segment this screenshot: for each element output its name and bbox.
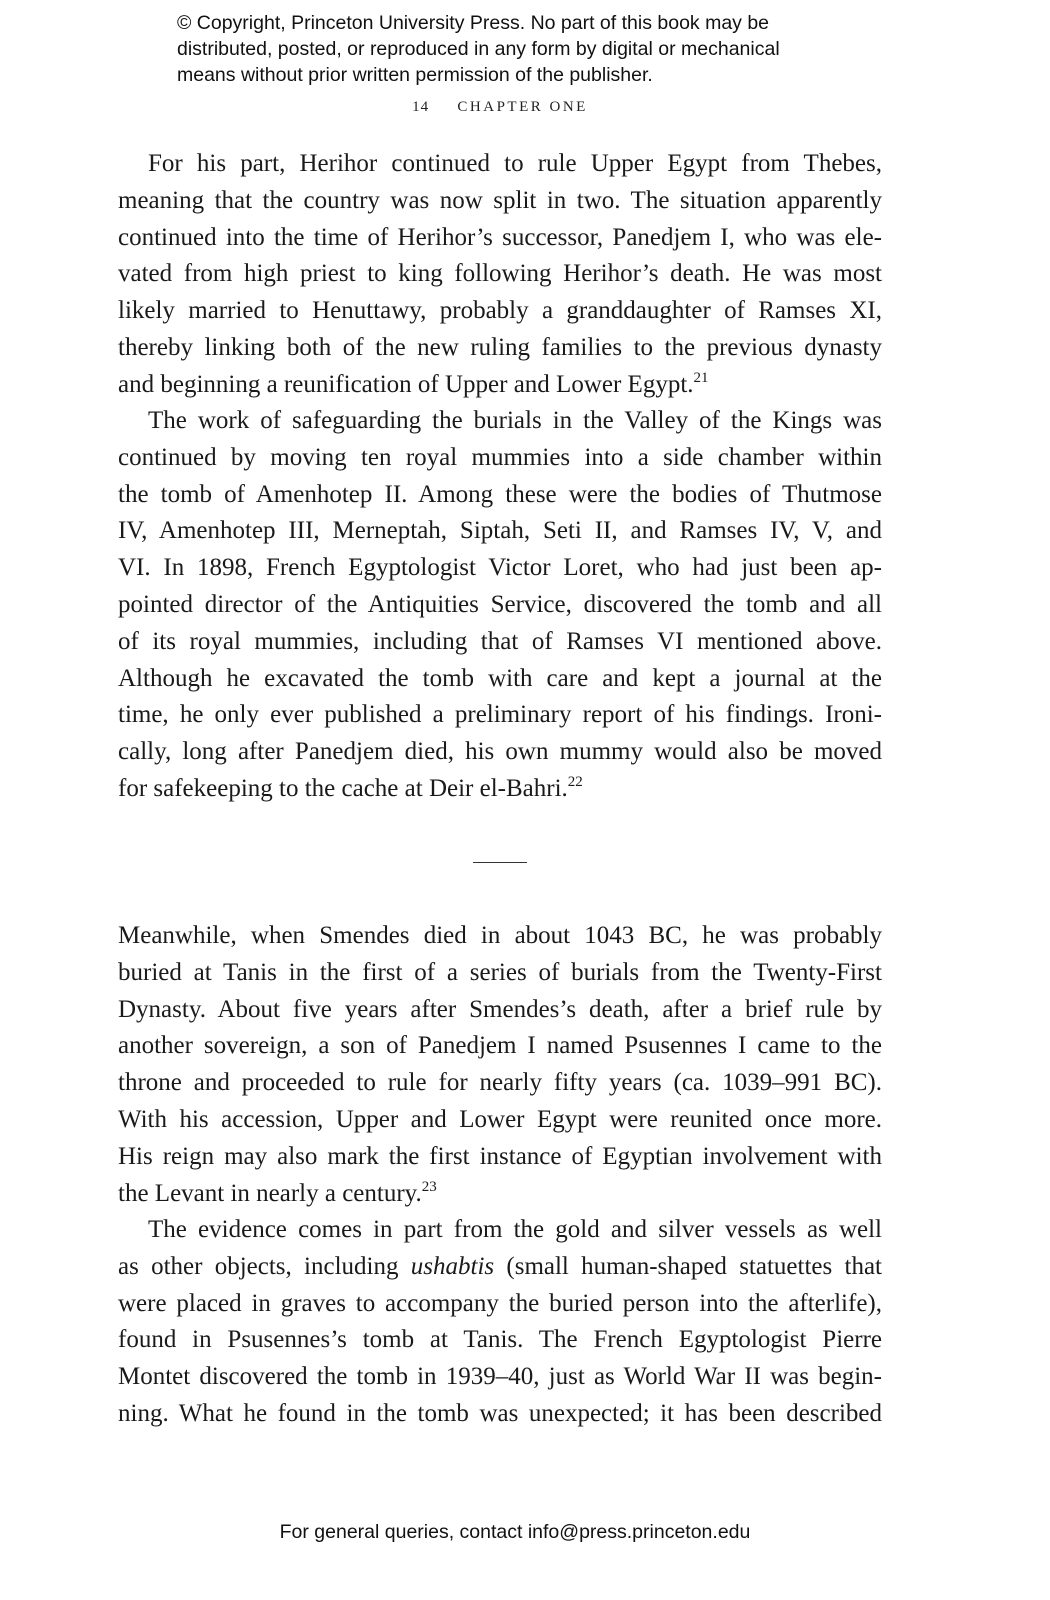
footnote-ref: 21 (693, 369, 709, 386)
line-text: the tomb of Amenhotep II. Among these were the bodies of Thutmose (118, 480, 882, 508)
text-line (118, 1176, 882, 1213)
line-text: vated from high priest to king following Herihor’s death. He was most (118, 260, 882, 288)
line-text: (small human-shaped statuettes that (494, 1252, 882, 1280)
text-line (118, 955, 882, 992)
text-line (118, 293, 882, 330)
line-text: With his accession, Upper and Lower Egypt were reunited once more. (118, 1105, 882, 1133)
paragraph-3 (118, 918, 882, 1212)
text-line (118, 587, 882, 624)
copyright-line: distributed, posted, or reproduced in any form by digital or mechanical (177, 38, 780, 60)
line-text: Meanwhile, when Smendes died in about 1043 BC, he was probably (118, 922, 882, 949)
line-text: the Levant in nearly a century. (118, 1179, 422, 1207)
line-text: likely married to Henuttawy, probably a granddaughter of Ramses XI, (118, 297, 882, 325)
line-text: another sovereign, a son of Panedjem I named Psusennes I came to the (118, 1032, 882, 1060)
paragraph-4 (118, 1212, 882, 1433)
section-break-rule (473, 862, 527, 863)
text-line (118, 697, 882, 734)
line-text: His reign may also mark the first instance of Egyptian involvement with (118, 1142, 882, 1170)
line-text: throne and proceeded to rule for nearly fifty years (ca. 1039–991 BC). (118, 1069, 882, 1097)
line-text: thereby linking both of the new ruling families to the previous dynasty (118, 333, 882, 361)
footnote-ref: 23 (421, 1178, 437, 1195)
line-text: VI. In 1898, French Egyptologist Victor Loret, who had just been ap- (118, 554, 882, 582)
text-line (118, 992, 882, 1029)
line-text: were placed in graves to accompany the buried person into the afterlife), (118, 1289, 882, 1317)
text-line (118, 624, 882, 661)
footnote-ref: 22 (567, 773, 583, 790)
text-line (118, 367, 882, 404)
line-text: buried at Tanis in the first of a series of burials from the Twenty-First (118, 958, 882, 986)
text-line (118, 220, 882, 257)
running-head (0, 99, 1000, 116)
line-text: cally, long after Panedjem died, his own mummy would also be moved (118, 738, 882, 766)
line-text: Although he excavated the tomb with care and kept a journal at the (118, 664, 882, 692)
text-line (118, 256, 882, 293)
text-line (118, 1139, 882, 1176)
line-text: of its royal mummies, including that of Ramses VI mentioned above. (118, 627, 882, 655)
text-line (118, 1102, 882, 1139)
text-line (118, 1286, 882, 1323)
text-line (118, 1396, 882, 1433)
text-line (118, 661, 882, 698)
text-line (118, 1249, 882, 1286)
line-text: Dynasty. About five years after Smendes’s death, after a brief rule by (118, 995, 882, 1023)
text-line (118, 440, 882, 477)
text-line (118, 918, 882, 955)
text-line (118, 1212, 882, 1249)
copyright-line: means without prior written permission of the publisher. (177, 64, 653, 86)
text-line (118, 1322, 882, 1359)
line-text: pointed director of the Antiquities Service, discovered the tomb and all (118, 590, 882, 618)
line-text: The work of safeguarding the burials in the Valley of the Kings was (148, 407, 882, 434)
page-number: 14 (412, 99, 430, 115)
italic-term: ushabtis (410, 1252, 495, 1280)
text-line (118, 1028, 882, 1065)
line-text: and beginning a reunification of Upper and Lower Egypt. (118, 370, 694, 398)
text-line (118, 477, 882, 514)
text-line (118, 403, 882, 440)
paragraph-2 (118, 403, 882, 808)
text-line (118, 734, 882, 771)
text-line (118, 183, 882, 220)
line-text: time, he only ever published a preliminary report of his findings. Ironi- (118, 701, 882, 729)
line-text: Montet discovered the tomb in 1939–40, just as World War II was begin- (118, 1363, 882, 1391)
line-text: found in Psusennes’s tomb at Tanis. The French Egyptologist Pierre (118, 1326, 882, 1354)
line-text: meaning that the country was now split in two. The situation apparently (118, 186, 882, 214)
text-line (118, 146, 882, 183)
text-line (118, 550, 882, 587)
line-text: continued into the time of Herihor’s successor, Panedjem I, who was ele- (118, 223, 882, 251)
line-text: ning. What he found in the tomb was unexpected; it has been described (118, 1399, 882, 1427)
paragraph-1 (118, 146, 882, 404)
text-line (118, 513, 882, 550)
text-line (118, 330, 882, 367)
line-text: For his part, Herihor continued to rule Upper Egypt from Thebes, (148, 150, 882, 177)
line-text: as other objects, including (118, 1252, 411, 1280)
text-line (118, 771, 882, 808)
copyright-notice (177, 10, 897, 88)
copyright-line: © Copyright, Princeton University Press. No part of this book may be (177, 12, 770, 34)
line-text: IV, Amenhotep III, Merneptah, Siptah, Seti II, and Ramses IV, V, and (118, 517, 882, 545)
line-text: continued by moving ten royal mummies into a side chamber within (118, 443, 882, 471)
text-line (118, 1359, 882, 1396)
chapter-title: CHAPTER ONE (457, 99, 588, 115)
footer-contact: For general queries, contact info@press.princeton.edu (279, 1521, 751, 1543)
line-text: for safekeeping to the cache at Deir el-Bahri. (118, 774, 568, 802)
text-line (118, 1065, 882, 1102)
line-text: The evidence comes in part from the gold and silver vessels as well (148, 1216, 882, 1243)
